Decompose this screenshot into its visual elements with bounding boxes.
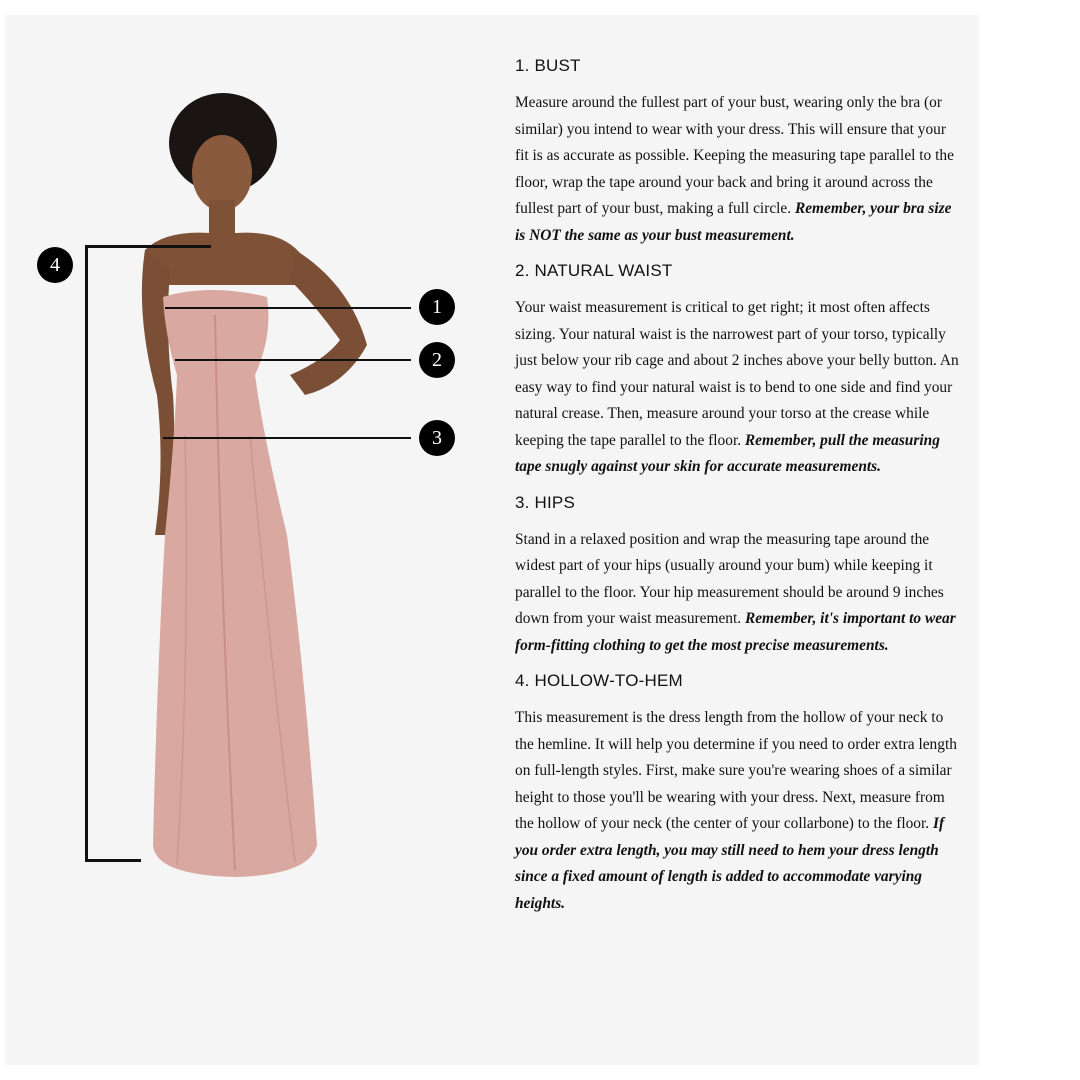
marker-waist: 2	[419, 342, 455, 378]
body-text: Measure around the fullest part of your bust, wearing only the bra (or similar) you intend to wear with your dress. This will ensure that your fit is as accurate as possible. Keeping the measuring tape parallel to the floor, wrap the tape around your back and bring it around across the fullest part of your bust, making a full circle.	[515, 94, 954, 217]
hips-section	[515, 491, 960, 660]
section-heading: 3. HIPS	[515, 492, 575, 512]
hips-guide-line	[163, 437, 411, 439]
bust-guide-line	[165, 307, 411, 309]
marker-hips: 3	[419, 420, 455, 456]
emphasis-text: Remember, it's important to wear form-fitting clothing to get the most precise measurements.	[515, 610, 956, 654]
section-heading: 1. BUST	[515, 56, 581, 75]
hem-bracket-bottom	[85, 859, 141, 862]
body-text: Stand in a relaxed position and wrap the measuring tape around the widest part of your hips (usually around your bum) while keeping it parallel to the floor. Your hip measurement should be around 9 inches down from your waist measurement.	[515, 530, 944, 627]
hem-bracket-vertical	[85, 245, 88, 862]
model-illustration	[5, 15, 505, 1065]
body-text: This measurement is the dress length from the hollow of your neck to the hemline. It will help you determine if you need to order extra length on full-length styles. First, make sure you're wearing shoes of a similar height to those you'll be wearing with your dress. Next, measure from the hollow of your neck (the center of your collarbone) to the floor.	[515, 709, 957, 832]
marker-hollow-to-hem: 4	[37, 247, 73, 283]
emphasis-text: Remember, pull the measuring tape snugly against your skin for accurate measurements.	[515, 431, 940, 475]
section-body	[515, 527, 960, 660]
section-body	[515, 295, 960, 481]
measurement-figure	[5, 15, 505, 1065]
emphasis-text: Remember, your bra size is NOT the same as your bust measurement.	[515, 200, 952, 244]
bust-section	[515, 54, 960, 249]
section-body	[515, 90, 960, 249]
section-heading: 2. NATURAL WAIST	[515, 261, 673, 280]
face-shape	[192, 135, 252, 211]
marker-bust: 1	[419, 289, 455, 325]
emphasis-text: If you order extra length, you may still need to hem your dress length since a fixed amount of length is added to accommodate varying heights.	[515, 815, 945, 912]
hollow-to-hem-section	[515, 669, 960, 917]
hem-bracket-top	[85, 245, 211, 248]
waist-guide-line	[175, 359, 411, 361]
waist-section	[515, 259, 960, 481]
measurement-instructions	[515, 54, 960, 927]
section-heading: 4. HOLLOW-TO-HEM	[515, 671, 683, 690]
section-body	[515, 705, 960, 917]
right-arm-shape	[290, 251, 367, 395]
body-text: Your waist measurement is critical to get right; it most often affects sizing. Your natural waist is the narrowest part of your torso, typically just below your rib cage and about 2 inches above your belly button. An easy way to find your natural waist is to bend to one side and find your natural crease. Then, measure around your torso at the crease while keeping the tape parallel to the floor.	[515, 299, 959, 449]
